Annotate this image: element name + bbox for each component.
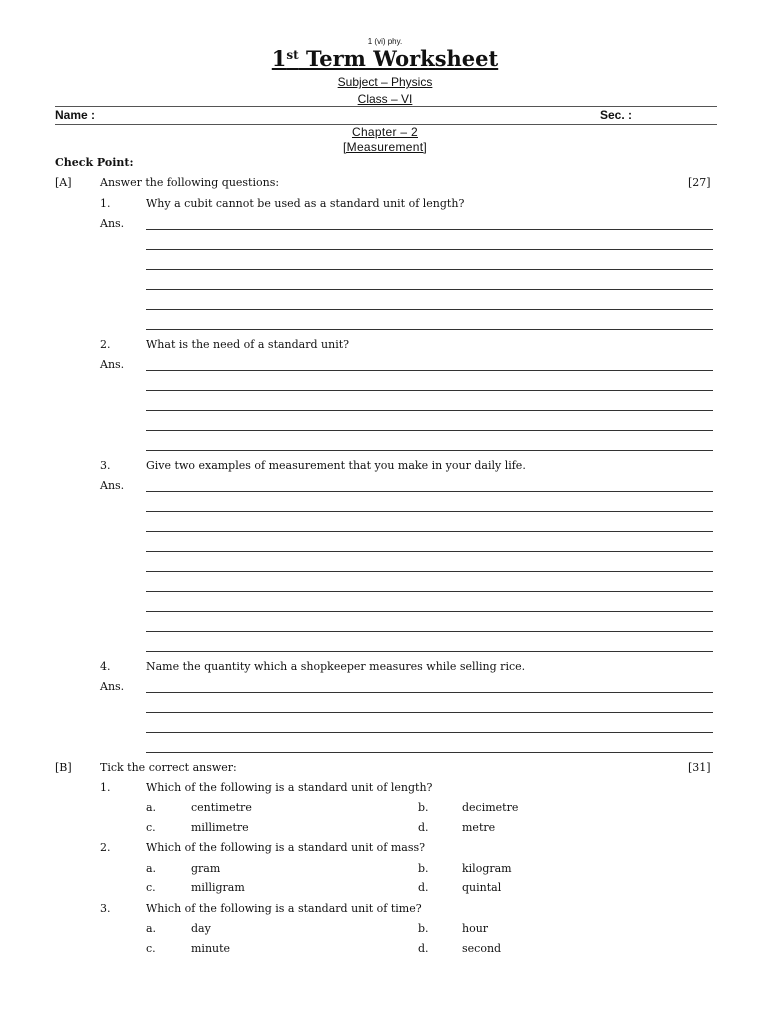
sec-label: Sec. : — [600, 108, 633, 122]
title-rest: Term Worksheet — [298, 46, 499, 71]
question-text: Give two examples of measurement that you make in your daily life. — [146, 459, 526, 472]
answer-line[interactable] — [146, 329, 713, 330]
option-key: c. — [146, 821, 156, 834]
answer-line[interactable] — [146, 309, 713, 310]
title-superscript: st — [286, 48, 299, 62]
option-text[interactable]: day — [191, 922, 211, 935]
option-text[interactable]: hour — [462, 922, 489, 935]
section-a-label: [A] — [55, 176, 72, 189]
answer-line[interactable] — [146, 651, 713, 652]
question-text: Name the quantity which a shopkeeper measures while selling rice. — [146, 660, 526, 673]
answer-line[interactable] — [146, 269, 713, 270]
answer-line[interactable] — [146, 430, 713, 431]
answer-line[interactable] — [146, 410, 713, 411]
answer-line[interactable] — [146, 370, 713, 371]
answer-line[interactable] — [146, 712, 713, 713]
question-number: 4. — [100, 660, 111, 673]
option-text[interactable]: quintal — [462, 881, 502, 894]
question-text: Why a cubit cannot be used as a standard unit of length? — [146, 197, 465, 210]
option-text[interactable]: milligram — [191, 881, 245, 894]
section-b-instruction: Tick the correct answer: — [100, 761, 237, 774]
option-text[interactable]: gram — [191, 862, 221, 875]
answer-line[interactable] — [146, 390, 713, 391]
chapter-heading: Chapter – 2 — [351, 125, 418, 139]
option-key: a. — [146, 801, 157, 814]
answer-line[interactable] — [146, 611, 713, 612]
option-text[interactable]: minute — [191, 942, 231, 955]
name-label: Name : — [55, 108, 96, 122]
section-a-marks: [27] — [688, 176, 711, 189]
question-text: Which of the following is a standard unit of mass? — [146, 841, 426, 854]
ans-label: Ans. — [100, 217, 125, 230]
question-number: 1. — [100, 781, 111, 794]
option-text[interactable]: kilogram — [462, 862, 512, 875]
answer-line[interactable] — [146, 491, 713, 492]
topic-heading: [Measurement] — [343, 140, 427, 154]
ans-label: Ans. — [100, 479, 125, 492]
check-point-label: Check Point: — [55, 156, 134, 169]
answer-line[interactable] — [146, 631, 713, 632]
section-b-label: [B] — [55, 761, 72, 774]
question-number: 2. — [100, 338, 111, 351]
section-b-marks: [31] — [688, 761, 711, 774]
answer-line[interactable] — [146, 692, 713, 693]
ans-label: Ans. — [100, 358, 125, 371]
answer-line[interactable] — [146, 249, 713, 250]
option-key: d. — [418, 942, 429, 955]
answer-line[interactable] — [146, 229, 713, 230]
question-number: 3. — [100, 459, 111, 472]
option-text[interactable]: second — [462, 942, 502, 955]
question-number: 3. — [100, 902, 111, 915]
option-key: d. — [418, 881, 429, 894]
option-key: c. — [146, 942, 156, 955]
option-key: b. — [418, 922, 429, 935]
option-text[interactable]: centimetre — [191, 801, 252, 814]
question-number: 2. — [100, 841, 111, 854]
option-text[interactable]: decimetre — [462, 801, 519, 814]
answer-line[interactable] — [146, 511, 713, 512]
option-key: a. — [146, 862, 157, 875]
answer-line[interactable] — [146, 732, 713, 733]
ans-label: Ans. — [100, 680, 125, 693]
answer-line[interactable] — [146, 551, 713, 552]
question-text: What is the need of a standard unit? — [146, 338, 350, 351]
section-a-instruction: Answer the following questions: — [100, 176, 280, 189]
option-text[interactable]: millimetre — [191, 821, 249, 834]
option-key: b. — [418, 801, 429, 814]
answer-line[interactable] — [146, 450, 713, 451]
title-prefix: 1 — [271, 46, 287, 71]
answer-line[interactable] — [146, 591, 713, 592]
answer-line[interactable] — [146, 289, 713, 290]
answer-line[interactable] — [146, 571, 713, 572]
option-key: d. — [418, 821, 429, 834]
question-text: Which of the following is a standard unit of length? — [146, 781, 433, 794]
option-key: c. — [146, 881, 156, 894]
subject-line: Subject – Physics — [337, 75, 433, 89]
question-number: 1. — [100, 197, 111, 210]
question-text: Which of the following is a standard unit of time? — [146, 902, 422, 915]
answer-line[interactable] — [146, 531, 713, 532]
answer-line[interactable] — [146, 752, 713, 753]
option-key: a. — [146, 922, 157, 935]
option-key: b. — [418, 862, 429, 875]
class-line: Class – VI — [357, 92, 413, 106]
worksheet-title — [0, 46, 770, 71]
option-text[interactable]: metre — [462, 821, 496, 834]
divider-top — [55, 106, 717, 107]
page-code: 1 (vi) phy. — [367, 37, 403, 46]
